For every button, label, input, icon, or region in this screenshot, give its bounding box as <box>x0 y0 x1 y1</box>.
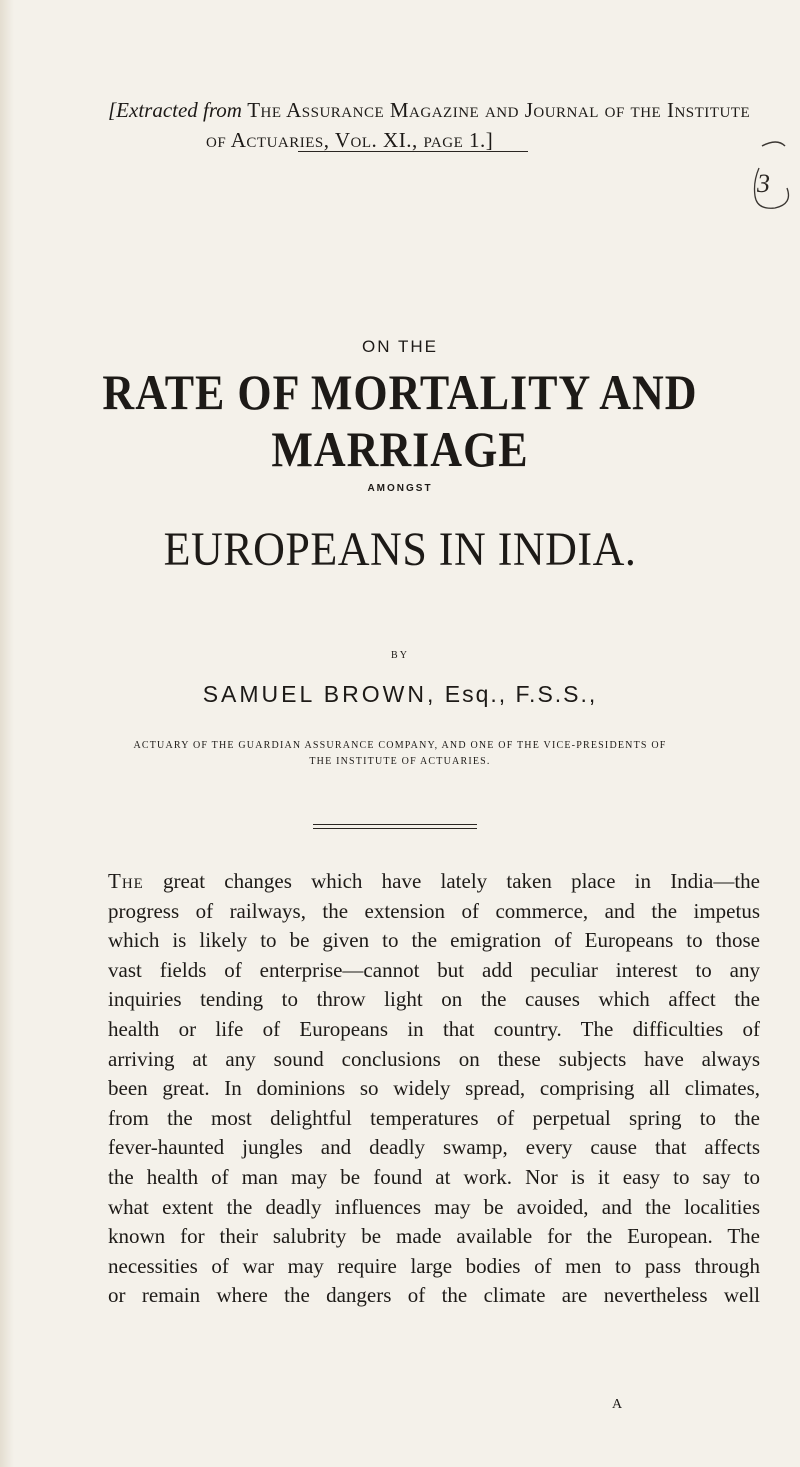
title-preposition: ON THE <box>362 337 438 356</box>
body-line: vast fields of enterprise—cannot but add peculiar interest to any <box>108 957 760 982</box>
source-journal-part2: of Actuaries, Vol. XI., page 1.] <box>206 128 494 152</box>
body-line: inquiries tending to throw light on the causes which affect the <box>108 987 760 1012</box>
first-word: The <box>108 869 144 893</box>
source-lead: [Extracted from <box>108 98 242 122</box>
body-line: been great. In dominions so widely spread, comprising all climates, <box>108 1076 760 1101</box>
handwritten-page-number-icon <box>727 134 800 250</box>
page-subtitle: EUROPEANS IN INDIA. <box>163 523 637 576</box>
body-line: from the most delightful temperatures of perpetual spring to the <box>108 1105 760 1130</box>
body-line: what extent the deadly influences may be avoided, and the localities <box>108 1194 760 1219</box>
body-line: which is likely to be given to the emigration of Europeans to those <box>108 928 760 953</box>
page-title: RATE OF MORTALITY AND MARRIAGE <box>102 365 698 478</box>
title-connector: AMONGST <box>367 483 433 494</box>
body-line: or remain where the dangers of the climate are nevertheless well <box>108 1283 760 1308</box>
body-line: fever-haunted jungles and deadly swamp, every cause that affects <box>108 1135 760 1160</box>
body-line: known for their salubrity be made available for the European. The <box>108 1224 760 1249</box>
affiliation-line: THE INSTITUTE OF ACTUARIES. <box>309 756 491 767</box>
byline-label: BY <box>391 650 409 661</box>
body-line-text: great changes which have lately taken place in India—the <box>143 869 760 893</box>
printer-signature-mark: A <box>612 1397 623 1412</box>
author <box>0 681 800 708</box>
body-line: progress of railways, the extension of commerce, and the impetus <box>108 898 760 923</box>
author-affiliation <box>60 738 740 770</box>
body-line: the health of man may be found at work. Nor is it easy to say to <box>108 1164 760 1189</box>
affiliation-line: ACTUARY OF THE GUARDIAN ASSURANCE COMPANY, AND ONE OF THE VICE-PRESIDENTS OF <box>133 740 667 751</box>
body-line: arriving at any sound conclusions on these subjects have always <box>108 1046 760 1071</box>
page-mark-number: 3 <box>757 169 770 198</box>
body-line <box>108 867 760 897</box>
body-paragraph <box>108 867 760 1311</box>
author-name: SAMUEL BROWN, <box>202 681 437 707</box>
source-journal-part1: The Assurance Magazine and Journal of the Institute <box>247 98 751 122</box>
source-citation <box>108 95 758 155</box>
body-line: health or life of Europeans in that country. The difficulties of <box>108 1016 760 1041</box>
page-edge-shadow <box>0 0 14 1467</box>
body-line: necessities of war may require large bodies of men to pass through <box>108 1253 760 1278</box>
header-rule <box>298 151 528 152</box>
author-suffix: Esq., F.S.S., <box>444 681 598 707</box>
section-divider <box>313 824 477 829</box>
